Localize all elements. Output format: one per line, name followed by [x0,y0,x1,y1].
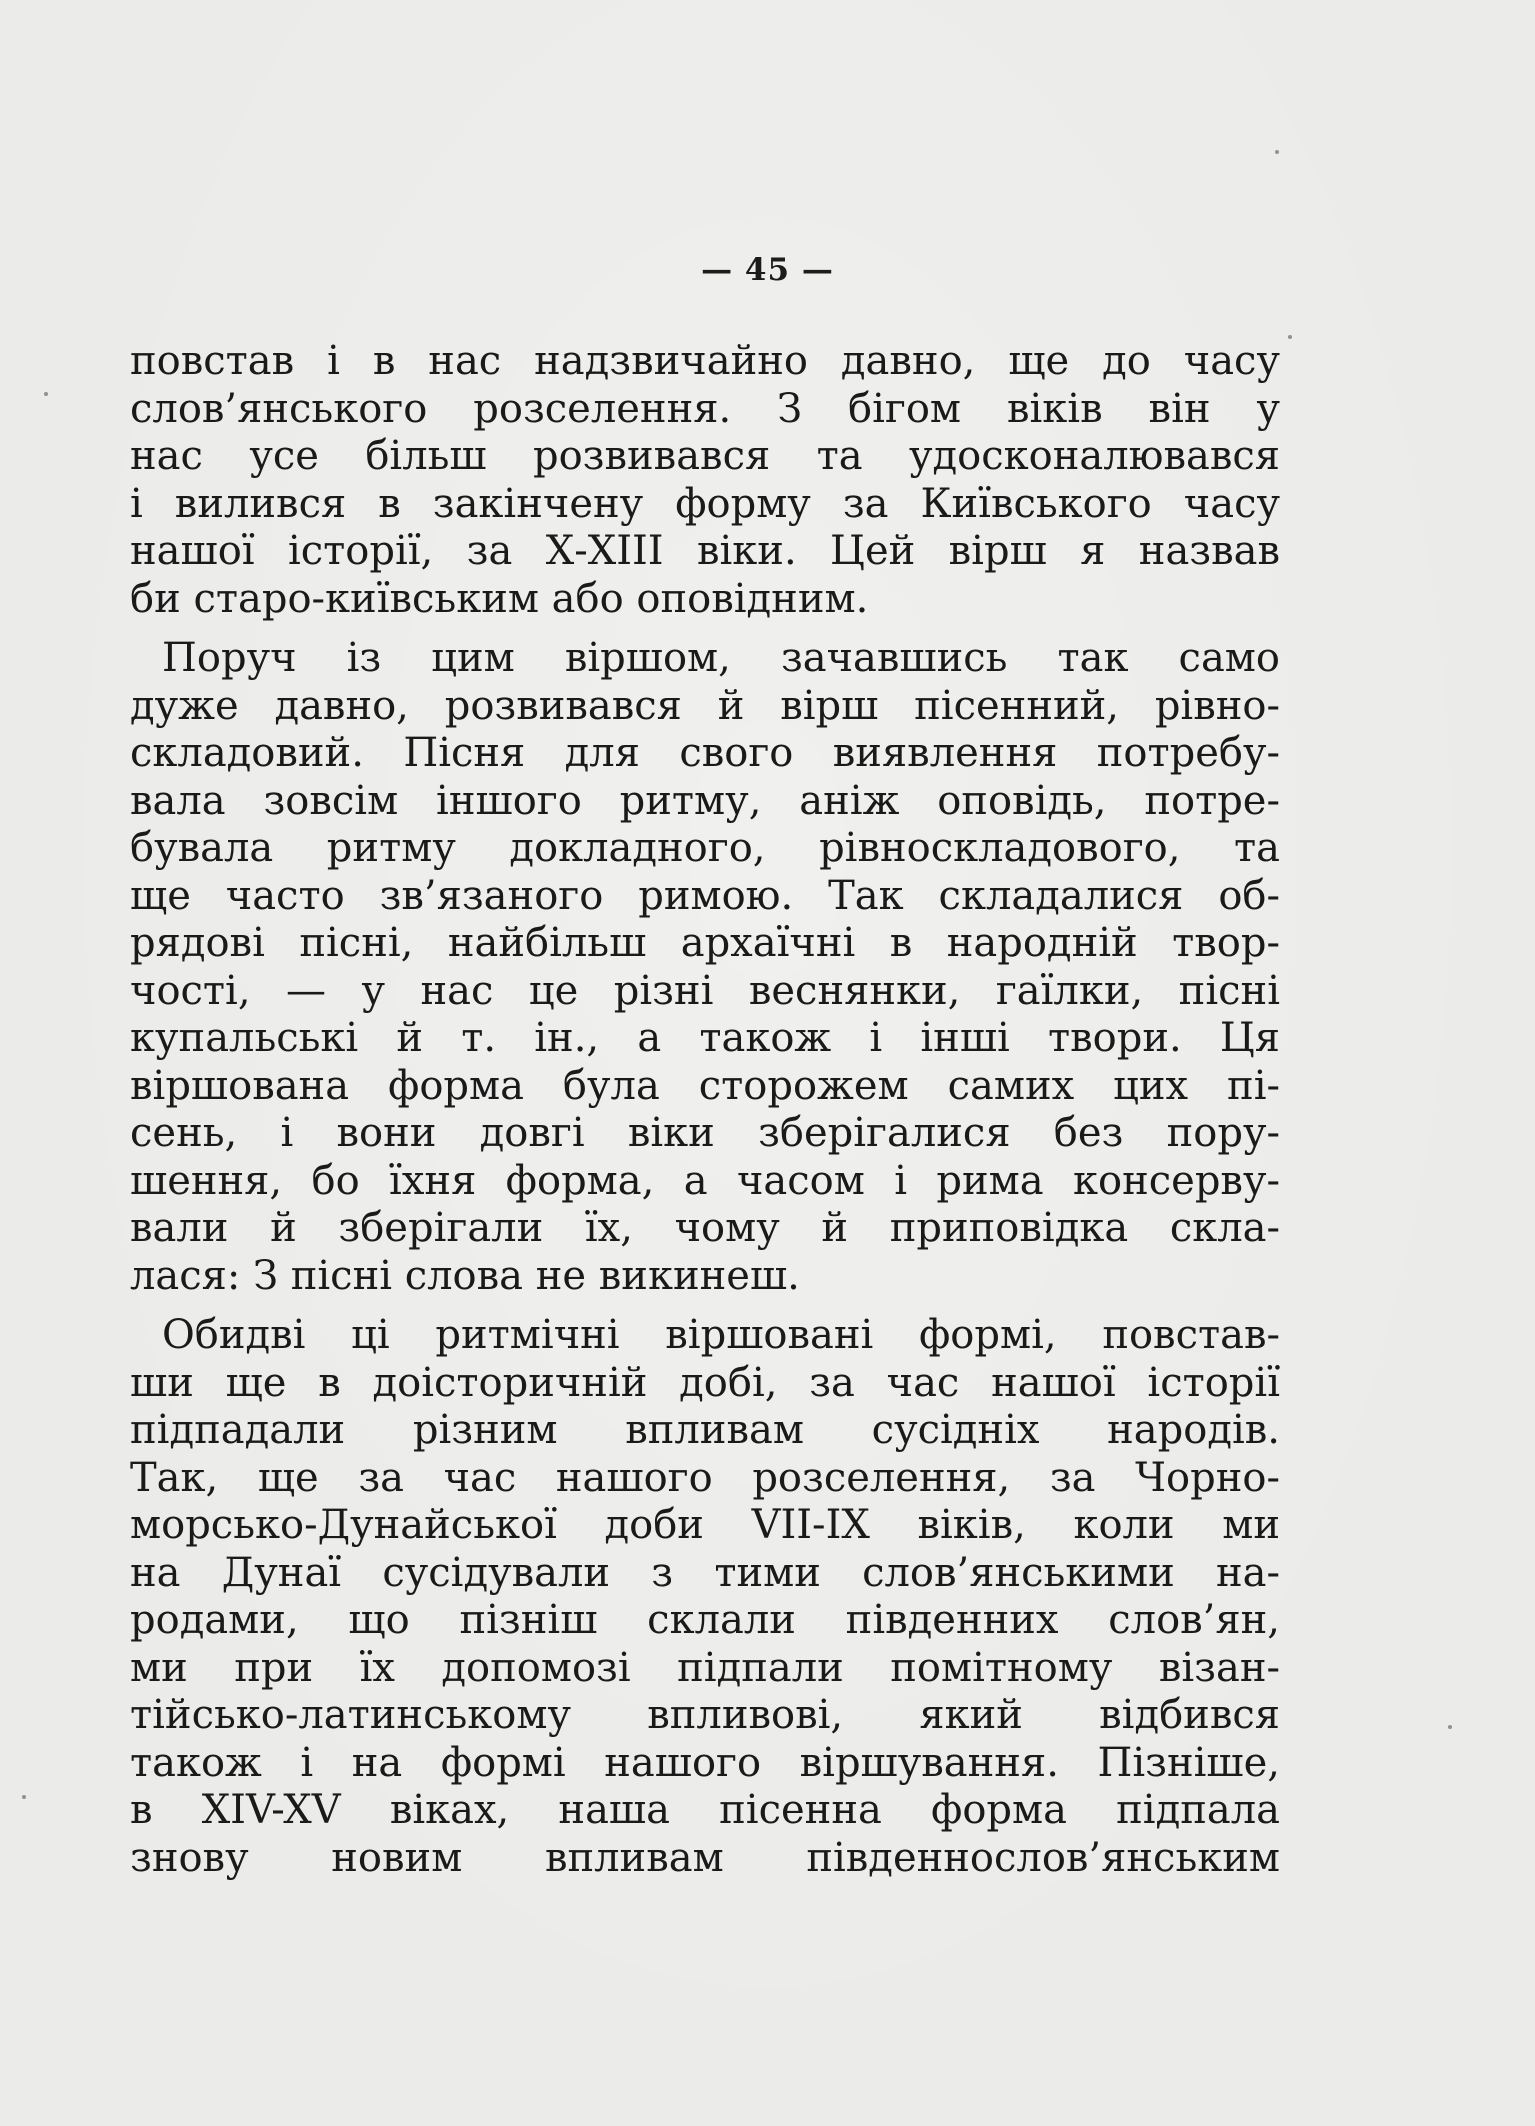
text-line: дуже давно, розвивався й вірш пісенний, рівно- [130,682,1280,729]
text-line: нас усе більш розвивався та удосконалювався [130,433,1280,479]
paragraph-3 [130,1312,1280,1882]
text-line: Так, ще за час нашого розселення, за Чорно- [130,1454,1280,1501]
text-line: купальські й т. ін., а також і інші твори. Ця [130,1015,1280,1061]
text-line: ши ще в доісторичній добі, за час нашої історії [130,1359,1280,1406]
paper-speck [1288,335,1292,339]
text-line: нашої історії, за Х-ХІІІ віки. Цей вірш я назвав [130,528,1280,574]
text-line: також і на формі нашого віршування. Пізніше, [130,1739,1280,1786]
text-line: віршована форма була сторожем самих цих пі- [130,1062,1280,1109]
body-text [130,338,1280,1882]
text-line: лася: З пісні слова не викинеш. [130,1252,800,1299]
paragraph-2 [130,635,1280,1300]
paper-speck [22,1795,26,1799]
text-line: тійсько-латинському впливові, який відбився [130,1692,1280,1738]
text-line: би старо-київським або оповідним. [130,575,869,622]
page-number: — 45 — [701,252,834,288]
text-line: родами, що пізніш склали південних слов’ян, [130,1597,1280,1643]
paper-speck [1275,150,1279,154]
text-line: бувала ритму докладного, рівноскладового, та [130,825,1280,871]
text-line: Обидві ці ритмічні віршовані формі, повстав- [162,1312,1280,1358]
text-line: на Дунаї сусідували з тими слов’янськими на- [130,1549,1280,1596]
text-line: в XIV-XV віках, наша пісенна форма підпала [130,1787,1280,1833]
text-line: Поруч із цим віршом, зачавшись так само [162,635,1280,681]
text-line: складовий. Пісня для свого виявлення потребу- [130,730,1280,776]
paper-speck [44,392,48,396]
text-line: слов’янського розселення. З бігом віків він у [130,385,1280,432]
text-line: морсько-Дунайської доби VII-IX віків, коли ми [130,1502,1280,1548]
text-line: вали й зберігали їх, чому й приповідка скла- [130,1205,1280,1251]
text-line: шення, бо їхня форма, а часом і рима консерву- [130,1157,1280,1204]
paragraph-1 [130,338,1280,623]
text-line: повстав і в нас надзвичайно давно, ще до часу [130,338,1280,384]
text-line: підпадали різним впливам сусідніх народів. [130,1407,1280,1453]
text-line: сень, і вони довгі віки зберігалися без пору- [130,1110,1280,1156]
text-line: вала зовсім іншого ритму, аніж оповідь, потре- [130,777,1280,824]
text-line: ще часто зв’язаного римою. Так складалися об- [130,872,1280,919]
text-line: і вилився в закінчену форму за Київського часу [130,480,1280,527]
text-line: знову новим впливам південнослов’янським [130,1834,1280,1881]
text-line: чості, — у нас це різні веснянки, гаїлки, пісні [130,967,1280,1014]
paper-speck [1448,1725,1452,1729]
text-line: ми при їх допомозі підпали помітному візан- [130,1644,1280,1691]
text-line: рядові пісні, найбільш архаїчні в народній твор- [130,920,1280,966]
